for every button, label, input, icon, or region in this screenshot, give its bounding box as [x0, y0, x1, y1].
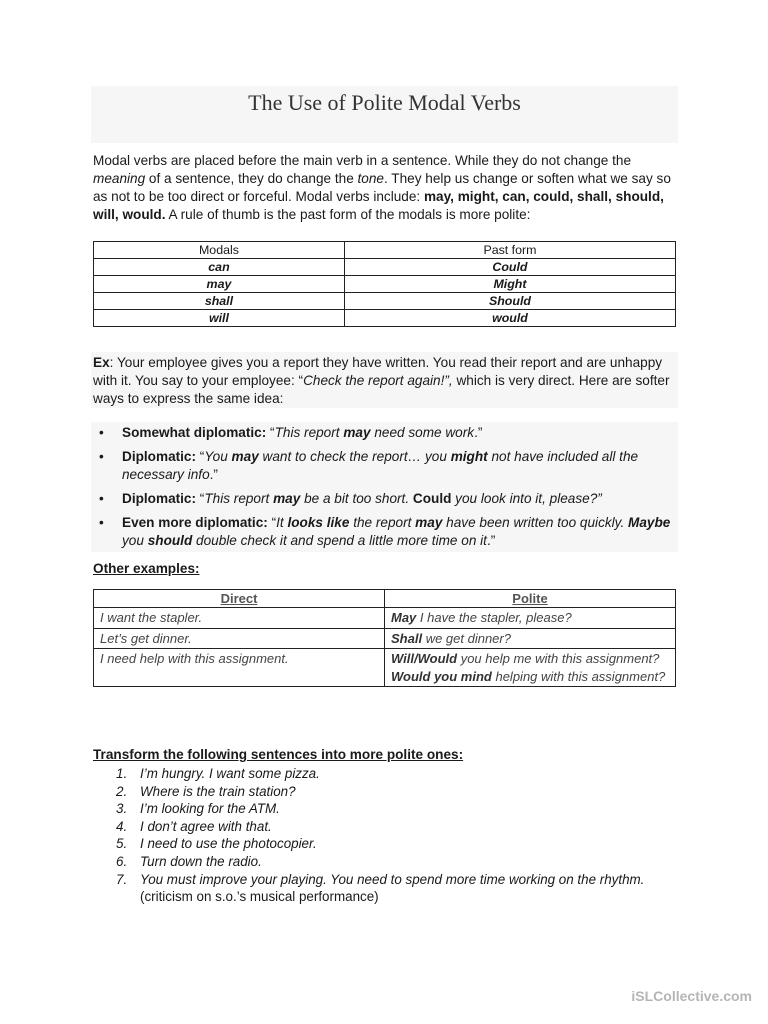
- list-item: • Somewhat diplomatic: “This report may need some work.”: [99, 425, 483, 440]
- bullet-list: [93, 424, 678, 556]
- intro-paragraph: Modal verbs are placed before the main verb in a sentence. While they do not change the meaning of a sentence, they do change the tone. They help us change or soften what we say so as not to be too direct or forceful. Modal verbs include: may, might, can, could, shall, should, will, would. A rule of thumb is the past form of the modals is more polite:: [93, 153, 671, 222]
- exercise-note: (criticism on s.o.’s musical performance): [140, 889, 379, 905]
- table-cell: Will/Would you help me with this assignment? Would you mind helping with this assignment?: [385, 649, 676, 687]
- table-cell: I want the stapler.: [94, 608, 385, 629]
- watermark-logo: iSLCollective.com: [631, 988, 752, 1004]
- bullet-icon: •: [99, 515, 104, 530]
- list-item: • Even more diplomatic: “It looks like the report may have been written too quickly. Maybe you should double check it and spend a little more time on it.”: [99, 515, 671, 548]
- table-cell: May I have the stapler, please?: [385, 608, 676, 629]
- table-cell: I need help with this assignment.: [94, 649, 385, 687]
- table-cell: Shall we get dinner?: [385, 628, 676, 649]
- table-row: [94, 293, 676, 310]
- list-item: 7. You must improve your playing. You need to spend more time working on the rhythm. (criticism on s.o.’s musical performance): [116, 871, 645, 905]
- table-cell: may: [94, 276, 345, 293]
- table-header: Polite: [385, 590, 676, 608]
- table-cell: Should: [344, 293, 675, 310]
- other-examples-heading: Other examples:: [93, 561, 200, 576]
- list-item: 5. I need to use the photocopier.: [116, 836, 317, 852]
- list-item: • Diplomatic: “This report may be a bit too short. Could you look into it, please?”: [99, 491, 602, 506]
- example-paragraph: Ex: Your employee gives you a report they have written. You read their report and are unhappy with it. You say to your employee: “Check the report again!”, which is very direct. Here are softer ways to express the same idea:: [93, 355, 670, 406]
- table-cell: Might: [344, 276, 675, 293]
- transform-heading: Transform the following sentences into more polite ones:: [93, 747, 464, 762]
- exercise-list: [93, 765, 683, 906]
- modals-table: [93, 241, 676, 327]
- page-title: The Use of Polite Modal Verbs: [248, 90, 521, 115]
- table-header: Modals: [94, 242, 345, 259]
- table-cell: Let’s get dinner.: [94, 628, 385, 649]
- bullet-icon: •: [99, 491, 104, 506]
- table-cell: will: [94, 310, 345, 327]
- list-item: 6. Turn down the radio.: [116, 853, 262, 869]
- table-row: [94, 608, 676, 629]
- table-header: Direct: [94, 590, 385, 608]
- table-row: [94, 628, 676, 649]
- table-cell: shall: [94, 293, 345, 310]
- table-row: [94, 259, 676, 276]
- list-item: • Diplomatic: “You may want to check the report… you might not have included all the necessary info.”: [99, 449, 639, 482]
- list-item: 3. I’m looking for the ATM.: [116, 801, 280, 817]
- table-header-row: [94, 242, 676, 259]
- table-row: [94, 649, 676, 687]
- table-header: Past form: [344, 242, 675, 259]
- list-item: 2. Where is the train station?: [116, 783, 296, 799]
- table-cell: would: [344, 310, 675, 327]
- list-item: 4. I don’t agree with that.: [116, 818, 272, 834]
- table-header-row: [94, 590, 676, 608]
- table-cell: Could: [344, 259, 675, 276]
- examples-table: [93, 589, 676, 687]
- table-row: [94, 310, 676, 327]
- bullet-icon: •: [99, 425, 104, 440]
- table-cell: can: [94, 259, 345, 276]
- table-row: [94, 276, 676, 293]
- list-item: 1. I’m hungry. I want some pizza.: [116, 766, 320, 781]
- bullet-icon: •: [99, 449, 104, 464]
